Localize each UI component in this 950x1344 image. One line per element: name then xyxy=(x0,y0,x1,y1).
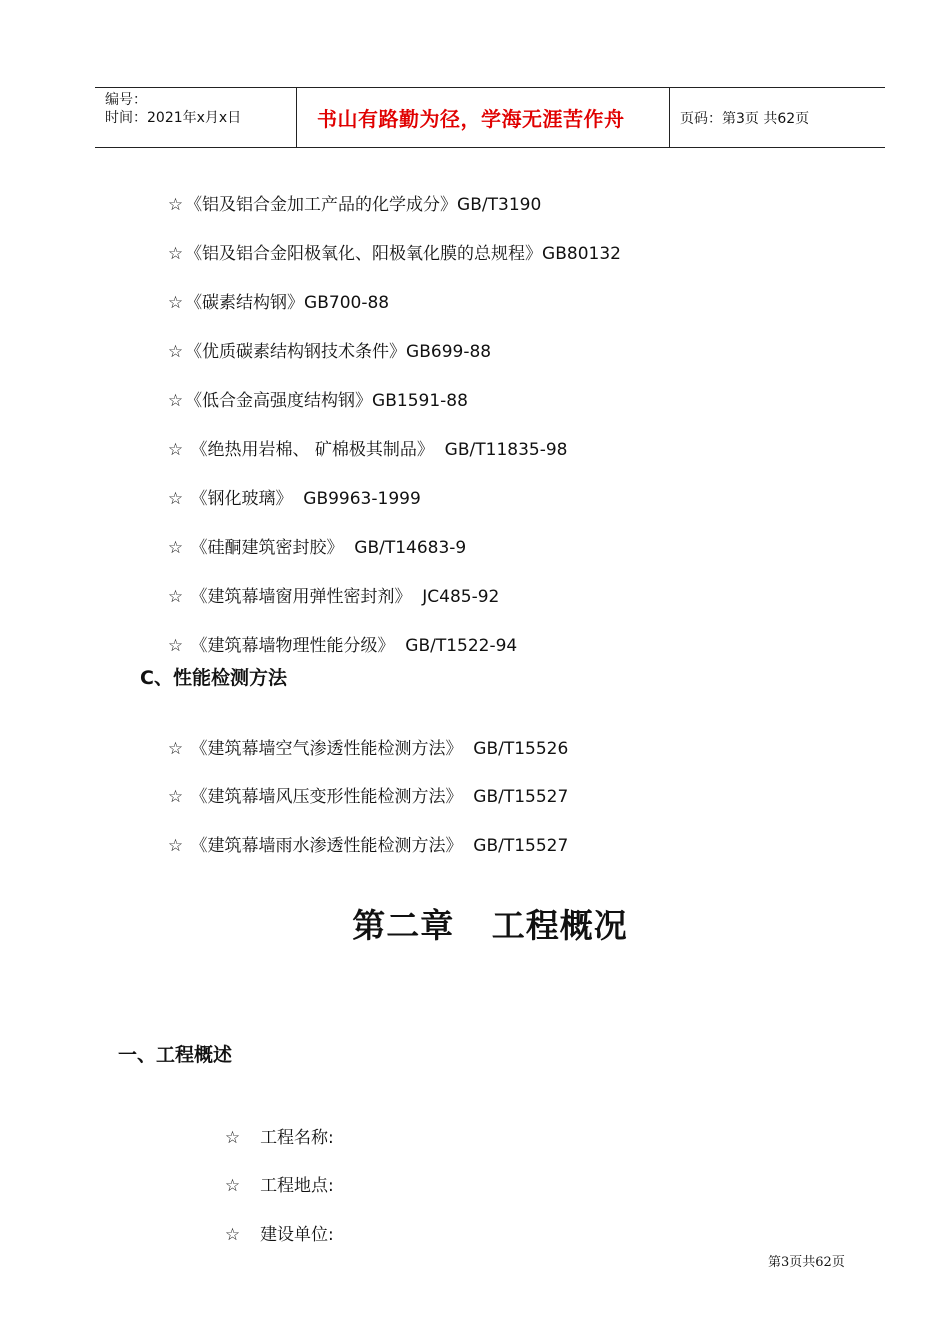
standard-text: 《碳素结构钢》GB700-88 xyxy=(185,293,390,313)
standard-text: 《钢化玻璃》 GB9963-1999 xyxy=(185,489,421,509)
standard-item xyxy=(157,172,541,216)
standard-item xyxy=(157,515,466,559)
star-icon: ☆ xyxy=(224,1176,241,1196)
header-page-info: 页码：第3页 共62页 xyxy=(680,110,810,127)
project-field-label: 建设单位: xyxy=(260,1225,334,1245)
star-icon: ☆ xyxy=(167,787,184,807)
standard-item xyxy=(157,466,421,510)
test-method-item xyxy=(157,764,568,808)
standard-item xyxy=(157,221,621,265)
standard-item xyxy=(157,270,389,314)
star-icon: ☆ xyxy=(167,440,184,460)
star-icon: ☆ xyxy=(167,195,184,215)
chapter-title: 第二章 工程概况 xyxy=(352,906,628,945)
header-page-cell xyxy=(670,88,885,147)
standard-text: 《建筑幕墙窗用弹性密封剂》 JC485-92 xyxy=(185,587,500,607)
test-method-item xyxy=(157,813,568,857)
standard-text: 《建筑幕墙物理性能分级》 GB/T1522-94 xyxy=(185,636,518,656)
test-method-text: 《建筑幕墙雨水渗透性能检测方法》 GB/T15527 xyxy=(185,836,569,856)
header-motto-cell xyxy=(297,88,670,147)
star-icon: ☆ xyxy=(167,244,184,264)
standard-item xyxy=(157,319,491,363)
test-method-item xyxy=(157,716,568,760)
project-field-label: 工程地点: xyxy=(260,1176,334,1196)
number-label: 编号： xyxy=(105,92,147,108)
star-icon: ☆ xyxy=(167,836,184,856)
project-field-label: 工程名称: xyxy=(260,1128,334,1148)
star-icon: ☆ xyxy=(167,636,184,656)
time-label: 时间：2021年x月x日 xyxy=(105,110,242,126)
star-icon: ☆ xyxy=(167,538,184,558)
test-method-text: 《建筑幕墙空气渗透性能检测方法》 GB/T15526 xyxy=(185,739,569,759)
project-field xyxy=(214,1153,334,1197)
standard-text: 《铝及铝合金加工产品的化学成分》GB/T3190 xyxy=(185,195,542,215)
star-icon: ☆ xyxy=(224,1128,241,1148)
overview-heading: 一、工程概述 xyxy=(118,1044,233,1066)
section-c-heading: C、性能检测方法 xyxy=(140,667,287,689)
star-icon: ☆ xyxy=(224,1225,241,1245)
project-field xyxy=(214,1105,334,1149)
page-header xyxy=(95,87,885,148)
standard-text: 《铝及铝合金阳极氧化、阳极氧化膜的总规程》GB80132 xyxy=(185,244,621,264)
test-method-text: 《建筑幕墙风压变形性能检测方法》 GB/T15527 xyxy=(185,787,569,807)
standard-item xyxy=(157,417,567,461)
star-icon: ☆ xyxy=(167,489,184,509)
star-icon: ☆ xyxy=(167,739,184,759)
standard-item xyxy=(157,613,517,657)
page-footer: 第3页共62页 xyxy=(768,1255,845,1270)
standard-text: 《低合金高强度结构钢》GB1591-88 xyxy=(185,391,468,411)
standard-item xyxy=(157,368,468,412)
standard-text: 《绝热用岩棉、 矿棉极其制品》 GB/T11835-98 xyxy=(185,440,568,460)
header-meta-cell xyxy=(95,88,297,147)
star-icon: ☆ xyxy=(167,391,184,411)
star-icon: ☆ xyxy=(167,587,184,607)
standard-text: 《硅酮建筑密封胶》 GB/T14683-9 xyxy=(185,538,467,558)
header-motto: 书山有路勤为径，学海无涯苦作舟 xyxy=(317,107,625,131)
standard-item xyxy=(157,564,499,608)
star-icon: ☆ xyxy=(167,293,184,313)
star-icon: ☆ xyxy=(167,342,184,362)
project-field xyxy=(214,1202,334,1246)
standard-text: 《优质碳素结构钢技术条件》GB699-88 xyxy=(185,342,492,362)
